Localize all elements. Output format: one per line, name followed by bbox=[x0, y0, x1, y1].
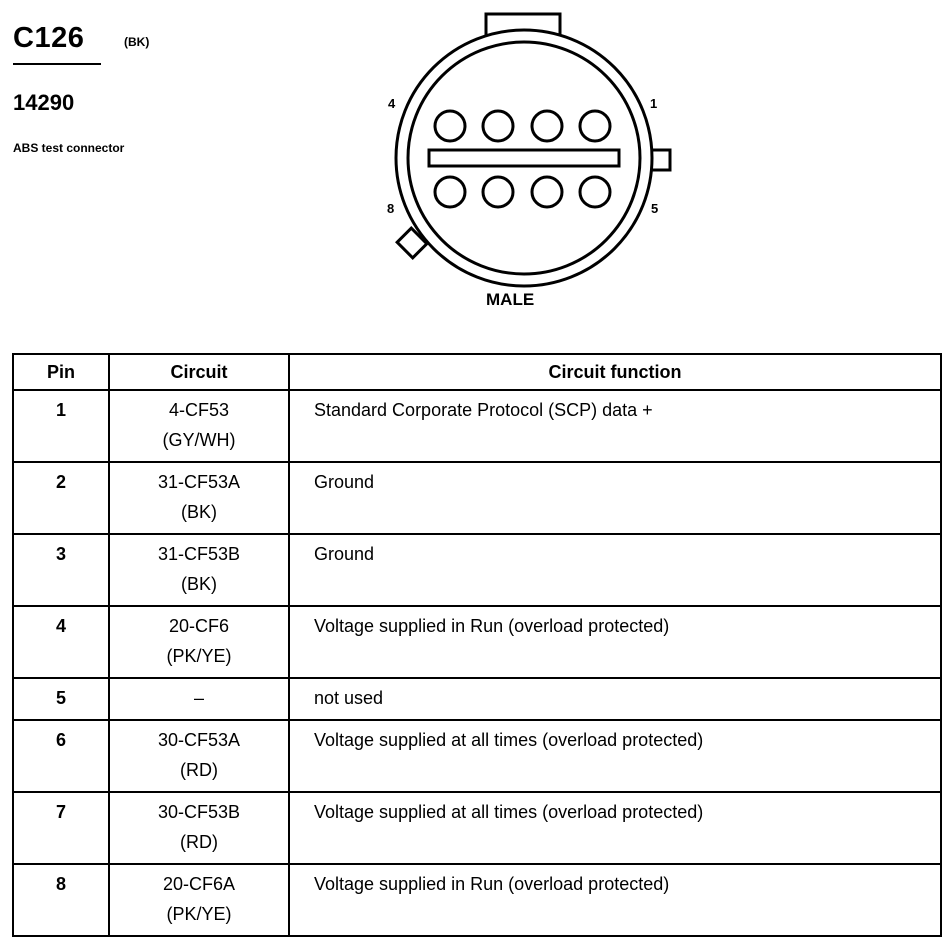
center-key-bar bbox=[429, 150, 619, 166]
wire-color: (GY/WH) bbox=[162, 430, 236, 450]
pin-1 bbox=[580, 111, 610, 141]
pin-5 bbox=[580, 177, 610, 207]
pin-label-top-left: 4 bbox=[388, 96, 396, 111]
circuit-number: 30-CF53B bbox=[157, 802, 241, 822]
gender-label: MALE bbox=[486, 290, 535, 309]
wire-color: (BK) bbox=[181, 574, 217, 594]
color-code: (BK) bbox=[124, 35, 150, 49]
pin-2 bbox=[532, 111, 562, 141]
wire-color: (BK) bbox=[181, 502, 217, 522]
table-row bbox=[13, 462, 941, 534]
cell-circuit bbox=[109, 864, 289, 936]
cell-function: Voltage supplied at all times (overload protected) bbox=[289, 720, 941, 792]
cell-function: Voltage supplied in Run (overload protected) bbox=[289, 606, 941, 678]
circuit-number: 31-CF53B bbox=[157, 544, 241, 564]
pin-7 bbox=[483, 177, 513, 207]
cell-circuit bbox=[109, 678, 289, 720]
table-row bbox=[13, 720, 941, 792]
cell-pin: 8 bbox=[13, 864, 109, 936]
connector-id-underline bbox=[13, 63, 101, 65]
pin-6 bbox=[532, 177, 562, 207]
cell-pin: 1 bbox=[13, 390, 109, 462]
cell-circuit bbox=[109, 606, 289, 678]
cell-circuit bbox=[109, 462, 289, 534]
circuit-number: 20-CF6A bbox=[162, 874, 236, 894]
wire-color: (PK/YE) bbox=[166, 904, 232, 924]
cell-function: Standard Corporate Protocol (SCP) data + bbox=[289, 390, 941, 462]
connector-face-diagram bbox=[376, 8, 676, 293]
table-row bbox=[13, 678, 941, 720]
pin-8 bbox=[435, 177, 465, 207]
cell-pin: 6 bbox=[13, 720, 109, 792]
pin-label-top-right: 1 bbox=[650, 96, 658, 111]
pinout-table bbox=[12, 353, 942, 937]
table-row bbox=[13, 534, 941, 606]
header-circuit: Circuit bbox=[109, 354, 289, 390]
cell-pin: 5 bbox=[13, 678, 109, 720]
circuit-number: 31-CF53A bbox=[157, 472, 241, 492]
cell-function: Voltage supplied in Run (overload protected) bbox=[289, 864, 941, 936]
cell-circuit bbox=[109, 792, 289, 864]
cell-function: Ground bbox=[289, 534, 941, 606]
pin-label-bottom-right: 5 bbox=[651, 201, 659, 216]
cell-circuit bbox=[109, 720, 289, 792]
cell-pin: 3 bbox=[13, 534, 109, 606]
table-row bbox=[13, 792, 941, 864]
cell-pin: 2 bbox=[13, 462, 109, 534]
cell-function: Voltage supplied at all times (overload protected) bbox=[289, 792, 941, 864]
cell-circuit bbox=[109, 390, 289, 462]
wire-color: (RD) bbox=[180, 760, 218, 780]
circuit-number: 30-CF53A bbox=[157, 730, 241, 750]
circuit-number: 20-CF6 bbox=[168, 616, 230, 636]
circuit-number: – bbox=[193, 688, 204, 708]
cell-pin: 4 bbox=[13, 606, 109, 678]
circuit-number: 4-CF53 bbox=[168, 400, 230, 420]
cell-circuit bbox=[109, 534, 289, 606]
cell-function: Ground bbox=[289, 462, 941, 534]
pin-4 bbox=[435, 111, 465, 141]
connector-id: C126 bbox=[13, 22, 85, 54]
wire-color: (RD) bbox=[180, 832, 218, 852]
wire-color: (PK/YE) bbox=[166, 646, 232, 666]
connector-description: ABS test connector bbox=[13, 141, 125, 155]
table-row bbox=[13, 390, 941, 462]
header-pin: Pin bbox=[13, 354, 109, 390]
pin-label-bottom-left: 8 bbox=[387, 201, 395, 216]
cell-function: not used bbox=[289, 678, 941, 720]
table-header-row bbox=[13, 354, 941, 390]
pin-3 bbox=[483, 111, 513, 141]
header-circuit-function: Circuit function bbox=[289, 354, 941, 390]
table-row bbox=[13, 606, 941, 678]
part-number: 14290 bbox=[13, 90, 75, 115]
table-row bbox=[13, 864, 941, 936]
cell-pin: 7 bbox=[13, 792, 109, 864]
